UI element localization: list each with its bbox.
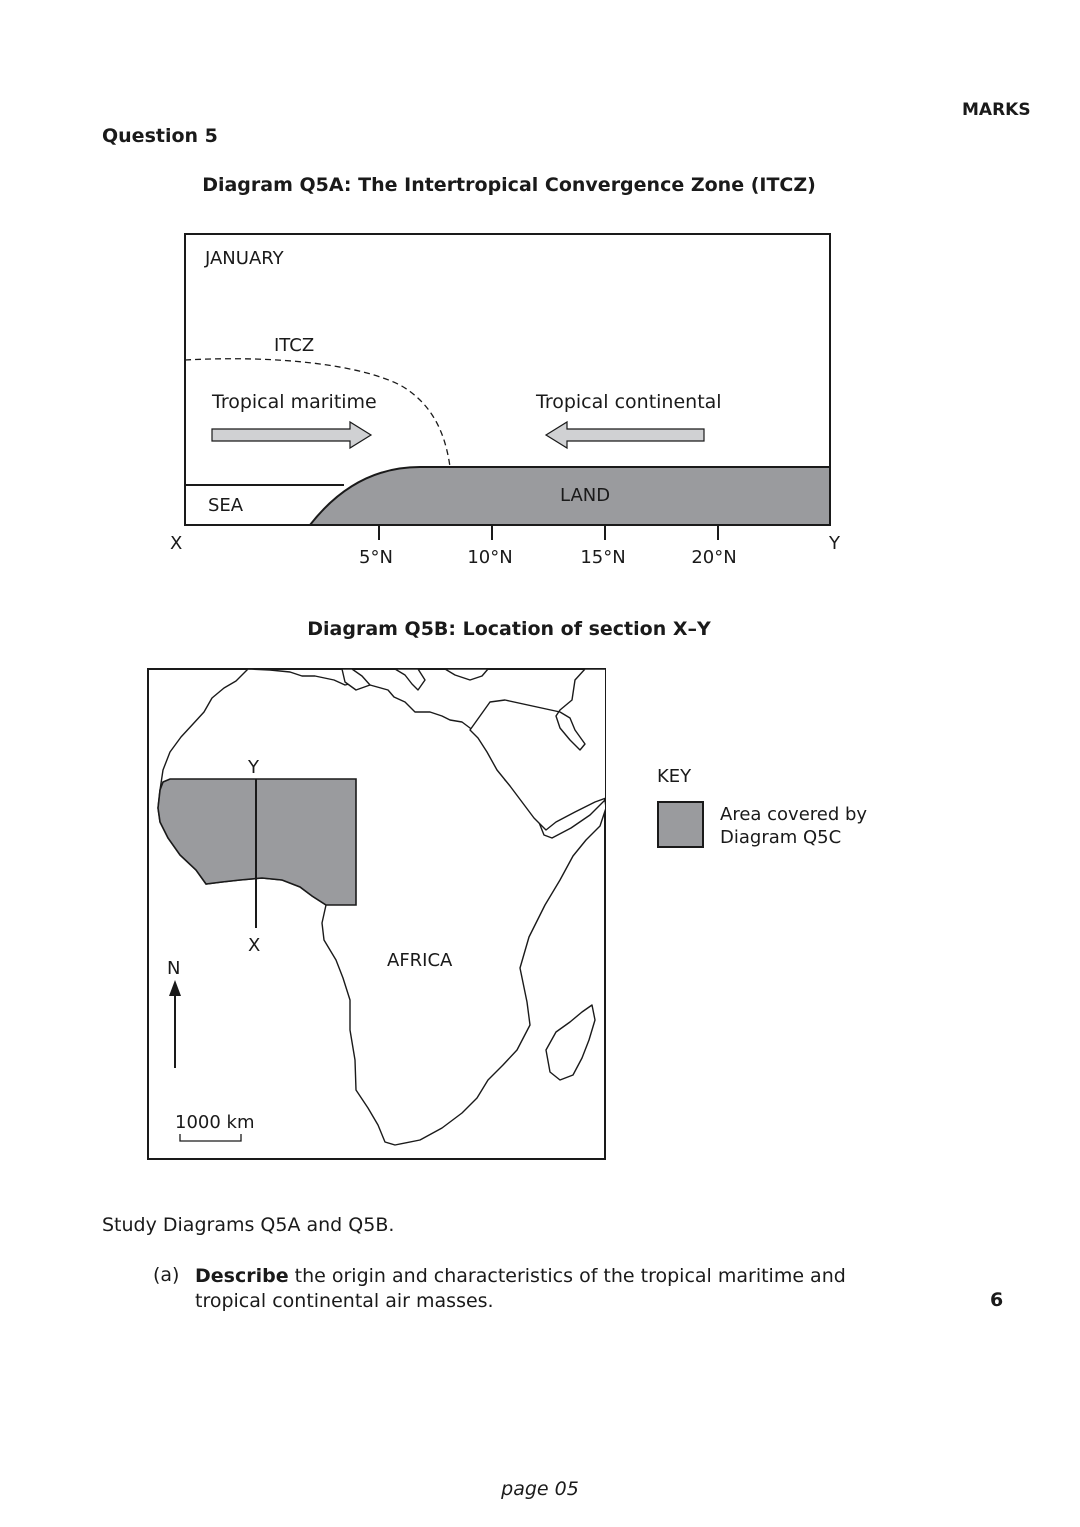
- tick-label-5n: 5°N: [359, 547, 393, 568]
- map-y-label: Y: [248, 757, 259, 778]
- part-a-number: (a): [153, 1264, 180, 1286]
- section-y-label: Y: [829, 533, 840, 554]
- key-label: Area covered by Diagram Q5C: [720, 804, 868, 848]
- part-a-body: the origin and characteristics of the tropical maritime and tropical continental air masses.: [195, 1265, 846, 1312]
- africa-location-map: [0, 660, 1080, 1170]
- instruction-text: Study Diagrams Q5A and Q5B.: [102, 1214, 395, 1236]
- tick-label-20n: 20°N: [691, 547, 737, 568]
- question-title: Question 5: [102, 125, 218, 147]
- scale-label: 1000 km: [175, 1112, 255, 1133]
- africa-label: AFRICA: [387, 950, 453, 971]
- diagram-a-title: Diagram Q5A: The Intertropical Convergence Zone (ITCZ): [202, 174, 816, 196]
- continental-label: Tropical continental: [536, 391, 722, 413]
- tick-label-10n: 10°N: [467, 547, 513, 568]
- page-number: page 05: [501, 1478, 579, 1500]
- map-x-label: X: [248, 935, 261, 956]
- month-label: JANUARY: [205, 248, 284, 269]
- section-x-label: X: [170, 533, 183, 554]
- itcz-diagram: [0, 220, 1080, 580]
- part-a-text: [195, 1264, 915, 1314]
- sea-label: SEA: [208, 495, 244, 516]
- marks-header: MARKS: [962, 100, 1031, 120]
- part-a-command-word: Describe: [195, 1265, 289, 1287]
- maritime-label: Tropical maritime: [212, 391, 377, 413]
- north-label: N: [167, 958, 181, 979]
- part-a-marks: 6: [990, 1289, 1004, 1311]
- itcz-label: ITCZ: [274, 335, 315, 356]
- land-label: LAND: [560, 485, 611, 506]
- tick-label-15n: 15°N: [580, 547, 626, 568]
- diagram-b-title: Diagram Q5B: Location of section X–Y: [307, 618, 711, 640]
- key-title: KEY: [657, 766, 692, 787]
- key-swatch: [657, 801, 704, 848]
